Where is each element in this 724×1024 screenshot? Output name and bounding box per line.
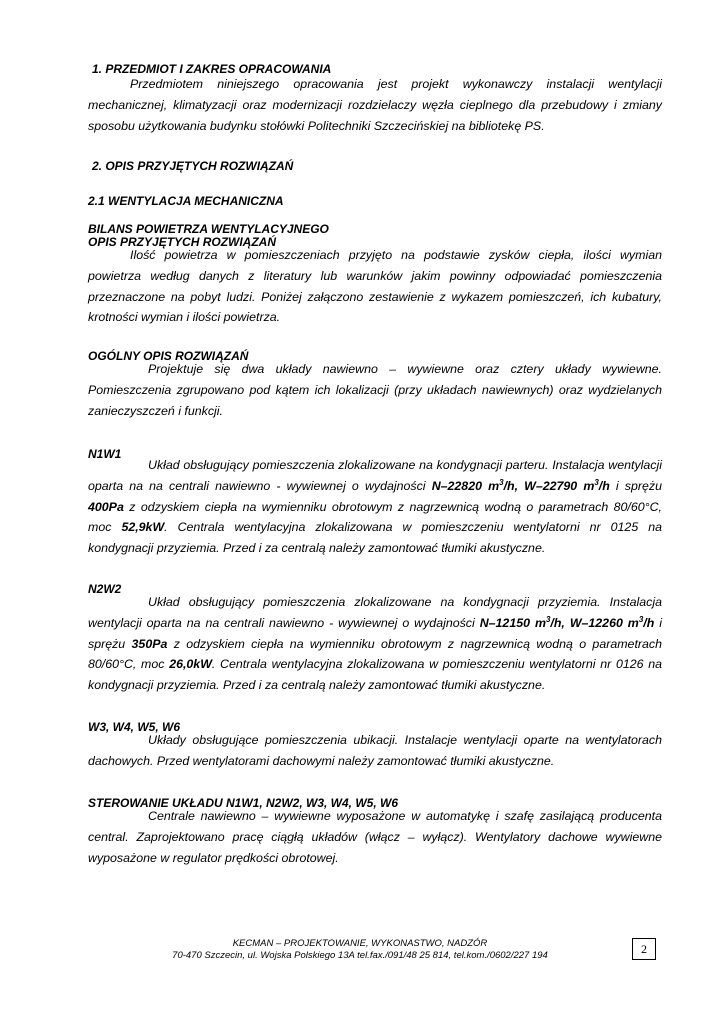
footer-company: KECMAN – PROJEKTOWANIE, WYKONASTWO, NADZÓR — [232, 938, 488, 949]
n2w2-title: N2W2 — [88, 582, 122, 596]
section-2-1-title: 2.1 WENTYLACJA MECHANICZNA — [88, 194, 284, 208]
opis-title: OPIS PRZYJĘTYCH ROZWIĄZAŃ — [88, 235, 277, 249]
sterowanie-text: Centrale nawiewno – wywiewne wyposażone w automatykę i szafę zasilającą producenta central. Zaprojektowano pracę ciągłą układów (włącz – wyłącz). Wentylatory dachowe wywiewne wyposażone w regulator prędkości obrotowej. — [88, 809, 662, 865]
section-1-title: 1. PRZEDMIOT I ZAKRES OPRACOWANIA — [92, 62, 332, 76]
bilans-text: Ilość powietrza w pomieszczeniach przyjęto na podstawie zysków ciepła, ilości wymian powietrza według danych z literatury lub warunków jakim powinny odpowiadać pomieszczenia przeznaczone na pobyt ludzi. Poniżej załączono zestawienie z wykazem pomieszczeń, ich kubatury, krotności wymian i ilości powietrza. — [88, 248, 662, 325]
n1w1-text: Układ obsługujący pomieszczenia zlokalizowane na kondygnacji parteru. Instalacja wentylacji oparta na na centrali nawiewno - wywiewnej o wydajności N–22820 $m^3/h$, W–22790 $m^3/h$ i sprężu 400Pa z odzyskiem ciepła na wymienniku obrotowym z nagrzewnicą wodną o parametrach 80/60°C, moc 52,9kW. Centrala wentylacyjna zlokalizowana w pomieszczeniu wentylatorni nr 0125 na kondygnacji przyziemia. Przed i za centralą należy zamontować tłumiki akustyczne. — [88, 458, 663, 556]
footer — [150, 938, 570, 962]
sterowanie-title: STEROWANIE UKŁADU N1W1, N2W2, W3, W4, W5, W6 — [88, 796, 399, 810]
w-title: W3, W4, W5, W6 — [88, 720, 181, 734]
section-1-text: Przedmiotem niniejszego opracowania jest projekt wykonawczy instalacji wentylacji mechanicznej, klimatyzacji oraz modernizacji rozdzielaczy węzła cieplnego dla przebudowy i zmiany sposobu użytkowania budynku stołówki Politechniki Szczecińskiej na bibliotekę PS. — [88, 77, 662, 133]
ogolny-title: OGÓLNY OPIS ROZWIĄZAŃ — [88, 349, 249, 363]
page-number: 2 — [632, 938, 656, 960]
ogolny-text: Projektuje się dwa układy nawiewno – wywiewne oraz cztery układy wywiewne. Pomieszczenia zgrupowano pod kątem ich lokalizacji (przy układach nawiewnych) oraz wydzielanych zanieczyszczeń i funkcji. — [88, 362, 662, 418]
bilans-title: BILANS POWIETRZA WENTYLACYJNEGO — [88, 222, 329, 236]
n1w1-title: N1W1 — [88, 447, 122, 461]
n2w2-text: Układ obsługujący pomieszczenia zlokalizowane na kondygnacji przyziemia. Instalacja wentylacji oparta na na centrali nawiewno - wywiewnej o wydajności N–12150 $m^3/h$, W–12260 $m^3/h$ i sprężu 350Pa z odzyskiem ciepła na wymienniku obrotowym z nagrzewnicą wodną o parametrach 80/60°C, moc 26,0kW. Centrala wentylacyjna zlokalizowana w pomieszczeniu wentylatorni nr 0126 na kondygnacji przyziemia. Przed i za centralą należy zamontować tłumiki akustyczne. — [88, 595, 662, 693]
w-text: Układy obsługujące pomieszczenia ubikacji. Instalacje wentylacji oparte na wentylatorach dachowych. Przed wentylatorami dachowymi należy zamontować tłumiki akustyczne. — [88, 733, 662, 768]
section-2-title: 2. OPIS PRZYJĘTYCH ROZWIĄZAŃ — [92, 159, 294, 173]
footer-address: 70-470 Szczecin, ul. Wojska Polskiego 13A tel.fax./091/48 25 814, tel.kom./0602/227 194 — [172, 950, 548, 961]
